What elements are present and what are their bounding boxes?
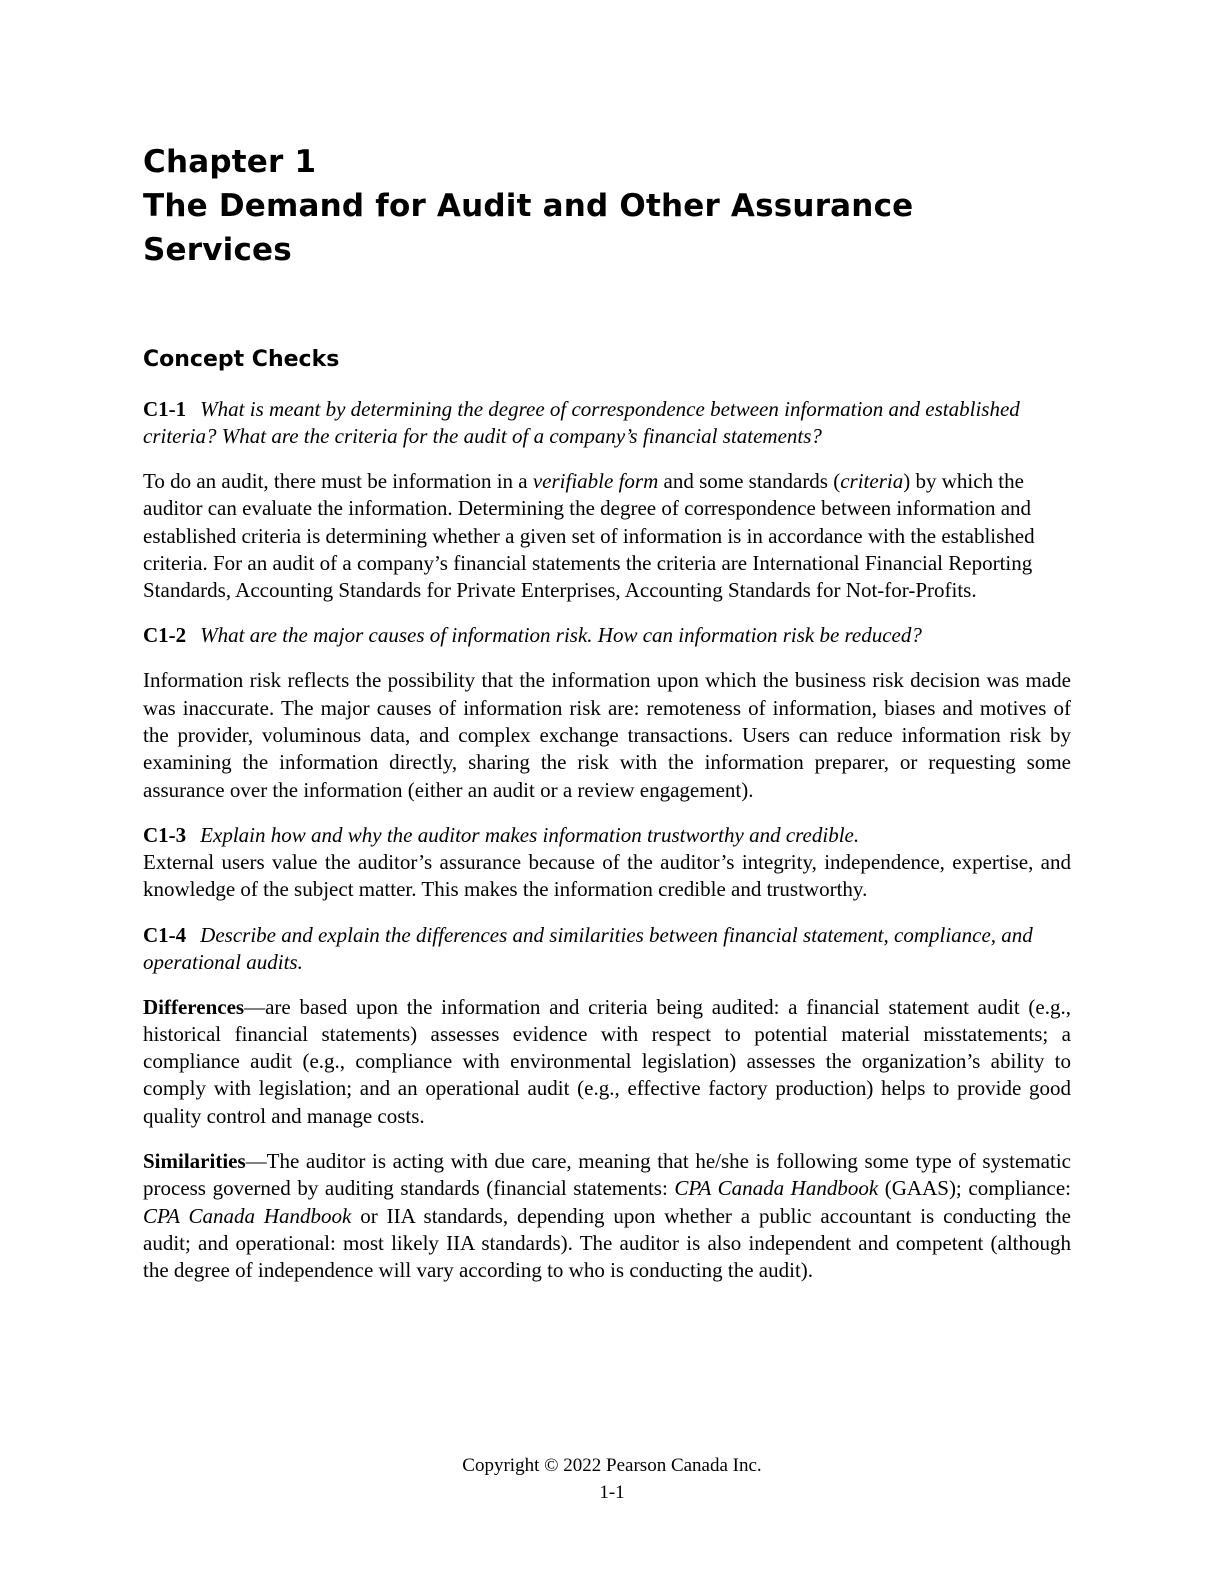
question-text: Describe and explain the differences and similarities between financial statement, compliance, and operational audits.: [143, 922, 1033, 974]
question-c1-3: [143, 822, 1071, 849]
differences-label: Differences: [143, 994, 245, 1019]
question-c1-2: [143, 622, 1071, 649]
question-text: Explain how and why the auditor makes information trustworthy and credible.: [200, 822, 860, 847]
question-number: C1-4: [143, 922, 187, 947]
question-number: C1-3: [143, 822, 187, 847]
similarities-text: or IIA standards, depending upon whether a public accountant is conducting the audit; and operational: most likely IIA standards). The auditor is also independent and competent (although the degree of independence will vary according to who is conducting the audit).: [143, 1203, 1071, 1283]
page-number: 1-1: [599, 1482, 625, 1503]
chapter-heading: [143, 140, 1071, 272]
similarities-text: (GAAS); compliance:: [878, 1176, 1071, 1201]
answer-text: ) by which the auditor can evaluate the information. Determining the degree of correspondence between information and established criteria is determining whether a given set of information is in accordance with the established criteria. For an audit of a company’s financial statements the criteria are International Financial Reporting Standards, Accounting Standards for Private Enterprises, Accounting Standards for Not-for-Profits.: [143, 469, 1035, 603]
handbook-title: CPA Canada Handbook: [143, 1203, 352, 1228]
page-footer: [0, 1452, 1224, 1506]
similarities-text: —The auditor is acting with due care, meaning that he/she is following some type of systematic process governed by auditing standards (financial statements:: [143, 1149, 1071, 1201]
question-text: What is meant by determining the degree of correspondence between information and established criteria? What are the criteria for the audit of a company’s financial statements?: [143, 397, 1020, 448]
differences-text: —are based upon the information and criteria being audited: a financial statement audit (e.g., historical financial statements) assesses evidence with respect to potential material misstatements; a compliance audit (e.g., compliance with environmental legislation) assesses the organization’s ability to comply with legislation; and an operational audit (e.g., effective factory production) helps to provide good quality control and manage costs.: [143, 994, 1071, 1128]
answer-emphasis: verifiable form: [532, 469, 659, 493]
question-c1-1: [143, 396, 1071, 450]
answer-text: To do an audit, there must be information in a: [143, 469, 533, 493]
question-number: C1-2: [143, 623, 187, 648]
answer-c1-4-similarities: [143, 1148, 1071, 1284]
answer-c1-4-differences: [143, 994, 1071, 1130]
chapter-title-line-1: The Demand for Audit and Other Assurance: [143, 188, 914, 224]
chapter-number: Chapter 1: [143, 144, 317, 180]
answer-emphasis: criteria: [840, 469, 904, 493]
answer-c1-1: [143, 468, 1071, 604]
question-c1-4: [143, 922, 1071, 976]
answer-c1-3: External users value the auditor’s assurance because of the auditor’s integrity, independence, expertise, and knowledge of the subject matter. This makes the information credible and trustworthy.: [143, 849, 1071, 902]
chapter-title-line-2: Services: [143, 232, 292, 268]
handbook-title: CPA Canada Handbook: [674, 1176, 879, 1201]
answer-text: and some standards (: [658, 469, 841, 493]
question-number: C1-1: [143, 397, 187, 421]
answer-c1-2: Information risk reflects the possibility that the information upon which the business risk decision was made was inaccurate. The major causes of information risk are: remoteness of information, biases and motives of the provider, voluminous data, and complex exchange transactions. Users can reduce information risk by examining the information directly, sharing the risk with the information preparer, or requesting some assurance over the information (either an audit or a review engagement).: [143, 668, 1071, 802]
copyright-notice: Copyright © 2022 Pearson Canada Inc.: [462, 1455, 762, 1476]
question-text: What are the major causes of information risk. How can information risk be reduced?: [200, 623, 922, 648]
section-heading: Concept Checks: [143, 347, 340, 372]
page-content: [143, 140, 1071, 1285]
similarities-label: Similarities: [143, 1149, 246, 1174]
